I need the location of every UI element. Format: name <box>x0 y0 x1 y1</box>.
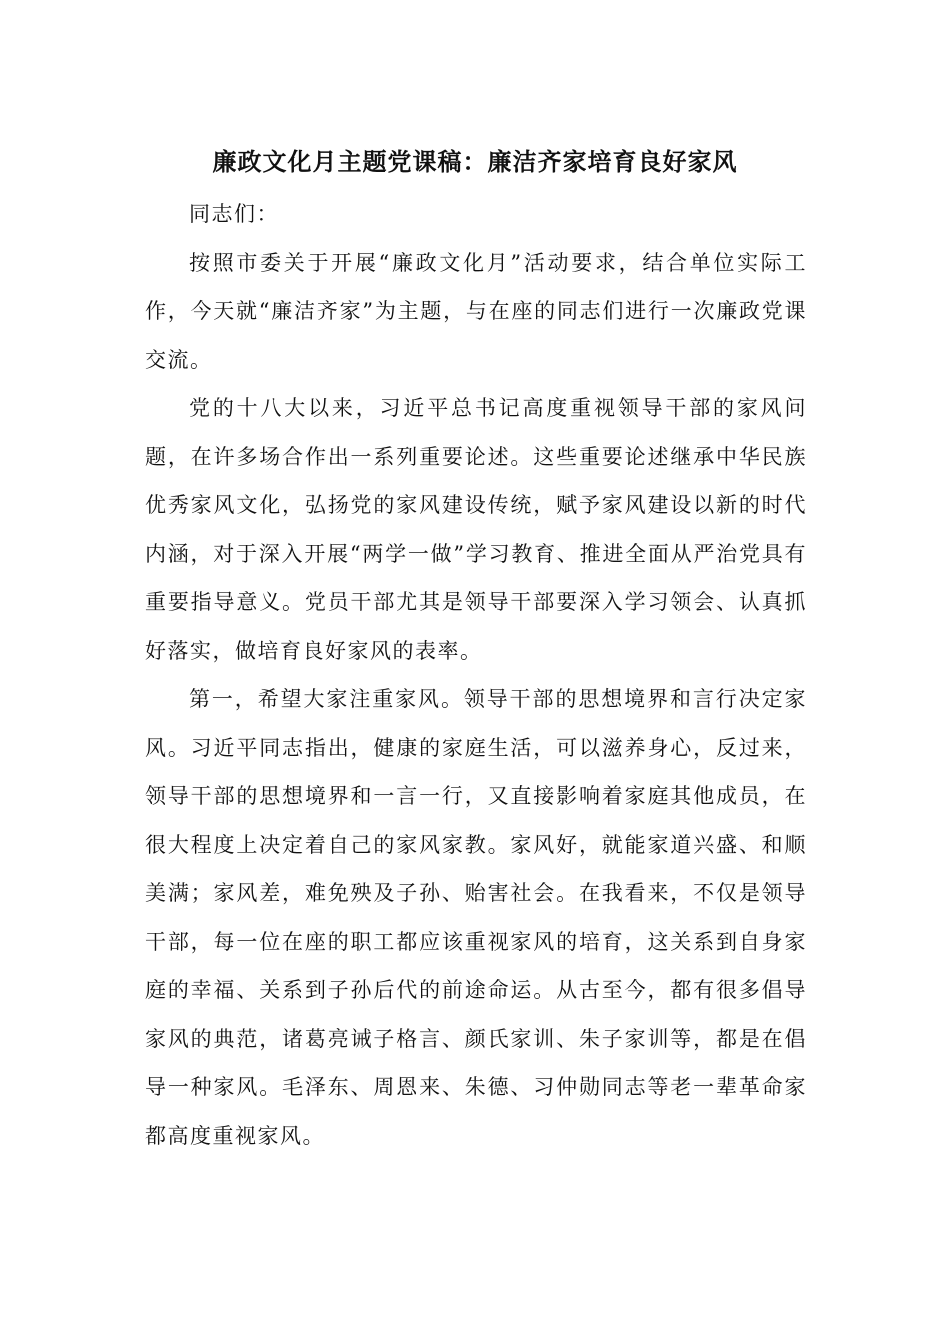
paragraph-3: 第一，希望大家注重家风。领导干部的思想境界和言行决定家风。习近平同志指出，健康的家庭生活，可以滋养身心，反过来，领导干部的思想境界和一言一行，又直接影响着家庭其他成员，在很大程度上决定着自己的家风家教。家风好，就能家道兴盛、和顺美满；家风差，难免殃及子孙、贻害社会。在我看来，不仅是领导干部，每一位在座的职工都应该重视家风的培育，这关系到自身家庭的幸福、关系到子孙后代的前途命运。从古至今，都有很多倡导家风的典范，诸葛亮诫子格言、颜氏家训、朱子家训等，都是在倡导一种家风。毛泽东、周恩来、朱德、习仲勋同志等老一辈革命家都高度重视家风。 <box>145 687 807 1148</box>
document-title: 廉政文化月主题党课稿：廉洁齐家培育良好家风 <box>212 147 738 176</box>
salutation: 同志们： <box>189 202 279 226</box>
paragraph-1: 按照市委关于开展“廉政文化月”活动要求，结合单位实际工作，今天就“廉洁齐家”为主题，与在座的同志们进行一次廉政党课交流。 <box>145 250 807 372</box>
paragraph-2: 党的十八大以来，习近平总书记高度重视领导干部的家风问题，在许多场合作出一系列重要论述。这些重要论述继承中华民族优秀家风文化，弘扬党的家风建设传统，赋予家风建设以新的时代内涵，对于深入开展“两学一做”学习教育、推进全面从严治党具有重要指导意义。党员干部尤其是领导干部要深入学习领会、认真抓好落实，做培育良好家风的表率。 <box>145 396 807 663</box>
document-body <box>145 190 807 1160</box>
